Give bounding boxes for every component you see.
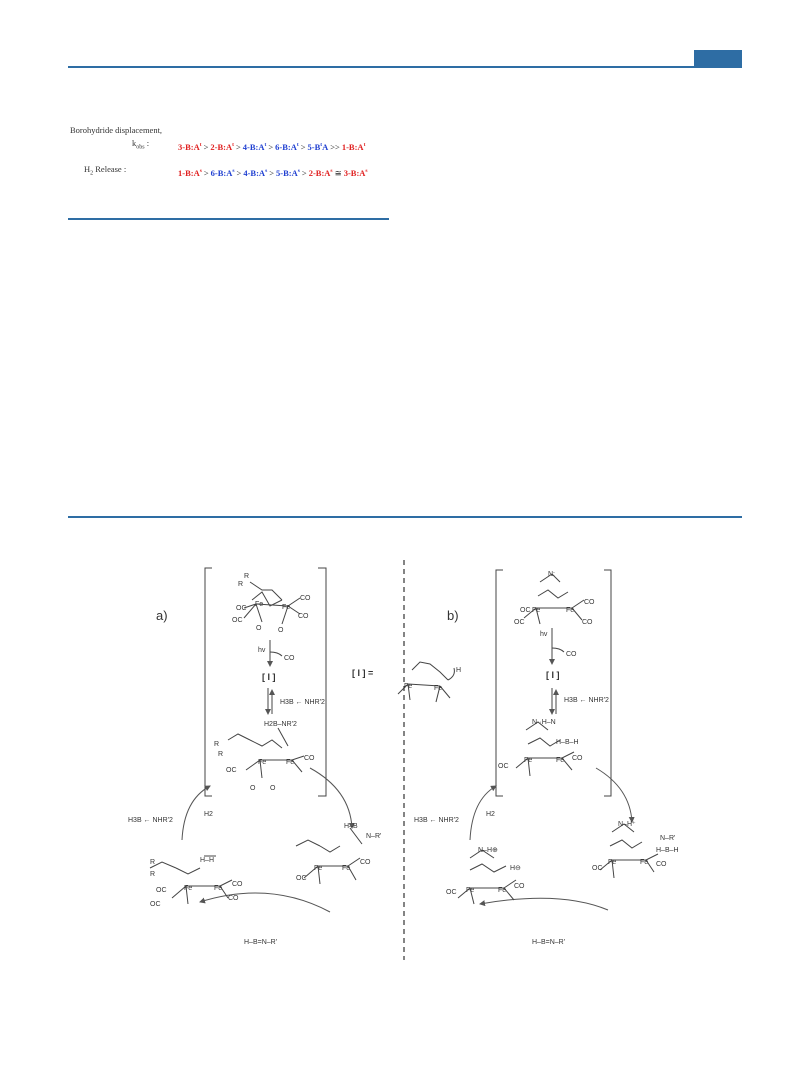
- svg-text:Fe: Fe: [498, 887, 507, 894]
- svg-text:CO: CO: [300, 595, 311, 602]
- svg-text:R: R: [150, 859, 156, 866]
- borohydride-separator: >: [203, 141, 209, 152]
- amine-borane-a1: H3B ← NHR'2: [280, 699, 325, 706]
- svg-text:OC: OC: [592, 865, 603, 872]
- bracket-b-right: [604, 570, 611, 796]
- panel-b-label: b): [447, 608, 459, 623]
- h2-release-separator: ≅: [334, 167, 342, 178]
- svg-text:O: O: [278, 627, 284, 634]
- fe-cluster-b-left: [458, 850, 516, 904]
- svg-text:N–R': N–R': [660, 835, 676, 842]
- h2-release-compound: $5-B:A^s$: [276, 167, 300, 178]
- borohydride-separator: >: [235, 141, 241, 152]
- fe-cluster-a-top: [244, 582, 300, 624]
- co-a: CO: [284, 655, 295, 662]
- h2-release-compound: $4-B:A^s$: [243, 167, 268, 178]
- hv-a: hv: [258, 647, 266, 654]
- svg-text:H–H: H–H: [200, 857, 215, 864]
- borohydride-compound: $3-B:A^t$: [178, 141, 202, 152]
- svg-text:CO: CO: [232, 881, 243, 888]
- fe-cluster-a-mid: [228, 728, 304, 778]
- co-b: CO: [566, 651, 577, 658]
- svg-text:CO: CO: [304, 755, 315, 762]
- svg-text:OC: OC: [226, 767, 237, 774]
- svg-text:Fe: Fe: [255, 601, 264, 608]
- svg-text:H2B–NR'2: H2B–NR'2: [264, 721, 297, 728]
- svg-text:CO: CO: [582, 619, 593, 626]
- kobs-label: $k_{obs}$ :: [132, 138, 150, 151]
- bracket-a-left: [205, 568, 212, 796]
- svg-text:Fe: Fe: [184, 885, 193, 892]
- svg-text:OC: OC: [446, 889, 457, 896]
- panel-a-label: a): [156, 608, 168, 623]
- svg-text:Fe: Fe: [556, 757, 565, 764]
- svg-text:R: R: [214, 741, 220, 748]
- svg-text:CO: CO: [656, 861, 667, 868]
- intermediate-a: [ I ]: [262, 672, 276, 682]
- svg-text:Fe: Fe: [286, 759, 295, 766]
- h2-release-compound: $6-B:A^s$: [210, 167, 235, 178]
- svg-text:CO: CO: [228, 895, 239, 902]
- svg-text:R: R: [238, 581, 244, 588]
- amine-borane-b1: H3B ← NHR'2: [564, 697, 609, 704]
- svg-text:OC: OC: [156, 887, 167, 894]
- svg-text:Fe: Fe: [466, 887, 475, 894]
- svg-text:CO: CO: [360, 859, 371, 866]
- svg-text:Fe: Fe: [282, 604, 291, 611]
- svg-text:H–B–H: H–B–H: [656, 847, 679, 854]
- svg-text:Fe: Fe: [258, 759, 267, 766]
- svg-text:OC: OC: [498, 763, 509, 770]
- svg-text:Fe: Fe: [214, 885, 223, 892]
- fe-cluster-b-mid: [516, 722, 574, 776]
- svg-text:CO: CO: [584, 599, 595, 606]
- intermediate-structure: [398, 662, 454, 702]
- svg-text:Fe: Fe: [342, 865, 351, 872]
- svg-text:N–H⁺: N–H⁺: [618, 821, 636, 828]
- svg-text:N–R': N–R': [366, 833, 382, 840]
- h2-release-compound: $3-B:A^s$: [343, 167, 368, 178]
- svg-text:Fe: Fe: [532, 607, 541, 614]
- aminoborane-a: H–B=N–R': [244, 939, 278, 946]
- borohydride-compound: $1-B:A^t$: [341, 141, 366, 152]
- borohydride-separator: >: [300, 141, 306, 152]
- svg-text:R: R: [150, 871, 156, 878]
- h2-release-compound: $2-B:A^s$: [308, 167, 333, 178]
- svg-text:CO: CO: [572, 755, 583, 762]
- svg-text:N··H–N: N··H–N: [532, 719, 556, 726]
- svg-text:Fe: Fe: [434, 685, 443, 692]
- svg-text:OC: OC: [232, 617, 243, 624]
- svg-text:OC: OC: [520, 607, 531, 614]
- h2-release-separator: >: [301, 167, 307, 178]
- svg-text:OC: OC: [296, 875, 307, 882]
- svg-text:Fe: Fe: [314, 865, 323, 872]
- svg-text:O: O: [256, 625, 262, 632]
- borohydride-separator: >: [268, 141, 274, 152]
- borohydride-separator: >>: [330, 141, 340, 152]
- bracket-a-right: [318, 568, 326, 796]
- svg-text:CO: CO: [514, 883, 525, 890]
- svg-text:N–H⊕: N–H⊕: [478, 847, 498, 854]
- svg-text:OC: OC: [514, 619, 525, 626]
- svg-text:Fe: Fe: [566, 607, 575, 614]
- svg-text:H–B: H–B: [344, 823, 358, 830]
- borohydride-compound: $2-B:A^t$: [210, 141, 234, 152]
- svg-text:R: R: [218, 751, 224, 758]
- svg-text:Fe: Fe: [608, 859, 617, 866]
- svg-text:H: H: [456, 667, 462, 674]
- intermediate-b: [ I ]: [546, 670, 560, 680]
- svg-text:R: R: [244, 573, 250, 580]
- svg-text:H–B–H: H–B–H: [556, 739, 579, 746]
- svg-text:H⊖: H⊖: [510, 865, 521, 872]
- amine-borane-b2: H3B ← NHR'2: [414, 817, 459, 824]
- svg-text:Fe: Fe: [524, 757, 533, 764]
- fe-cluster-b-right: [600, 824, 658, 878]
- h2-release-label: $H_2$ Release :: [84, 164, 127, 177]
- svg-text:Fe: Fe: [404, 683, 413, 690]
- svg-text:OC: OC: [150, 901, 161, 908]
- hv-b: hv: [540, 631, 548, 638]
- borohydride-compound: $4-B:A^t$: [242, 141, 267, 152]
- amine-borane-a2: H3B ← NHR'2: [128, 817, 173, 824]
- h2-release-compound: $1-B:A^s$: [178, 167, 202, 178]
- svg-text:Fe: Fe: [640, 859, 649, 866]
- aminoborane-b: H–B=N–R': [532, 939, 566, 946]
- svg-text:N:: N:: [548, 571, 555, 578]
- h2-a: H2: [204, 811, 213, 818]
- svg-text:CO: CO: [298, 613, 309, 620]
- fe-cluster-b-top: [524, 574, 584, 624]
- intermediate-eq: [ I ] =: [352, 668, 374, 678]
- h2-release-separator: >: [236, 167, 242, 178]
- svg-text:OC: OC: [236, 605, 247, 612]
- borohydride-compound: $5-B^tA$: [307, 141, 329, 152]
- borohydride-label: Borohydride displacement,: [70, 125, 163, 135]
- h2-release-separator: >: [203, 167, 209, 178]
- h2-release-separator: >: [269, 167, 275, 178]
- h2-b: H2: [486, 811, 495, 818]
- svg-text:O: O: [250, 785, 256, 792]
- borohydride-compound: $6-B:A^t$: [275, 141, 299, 152]
- svg-text:O: O: [270, 785, 276, 792]
